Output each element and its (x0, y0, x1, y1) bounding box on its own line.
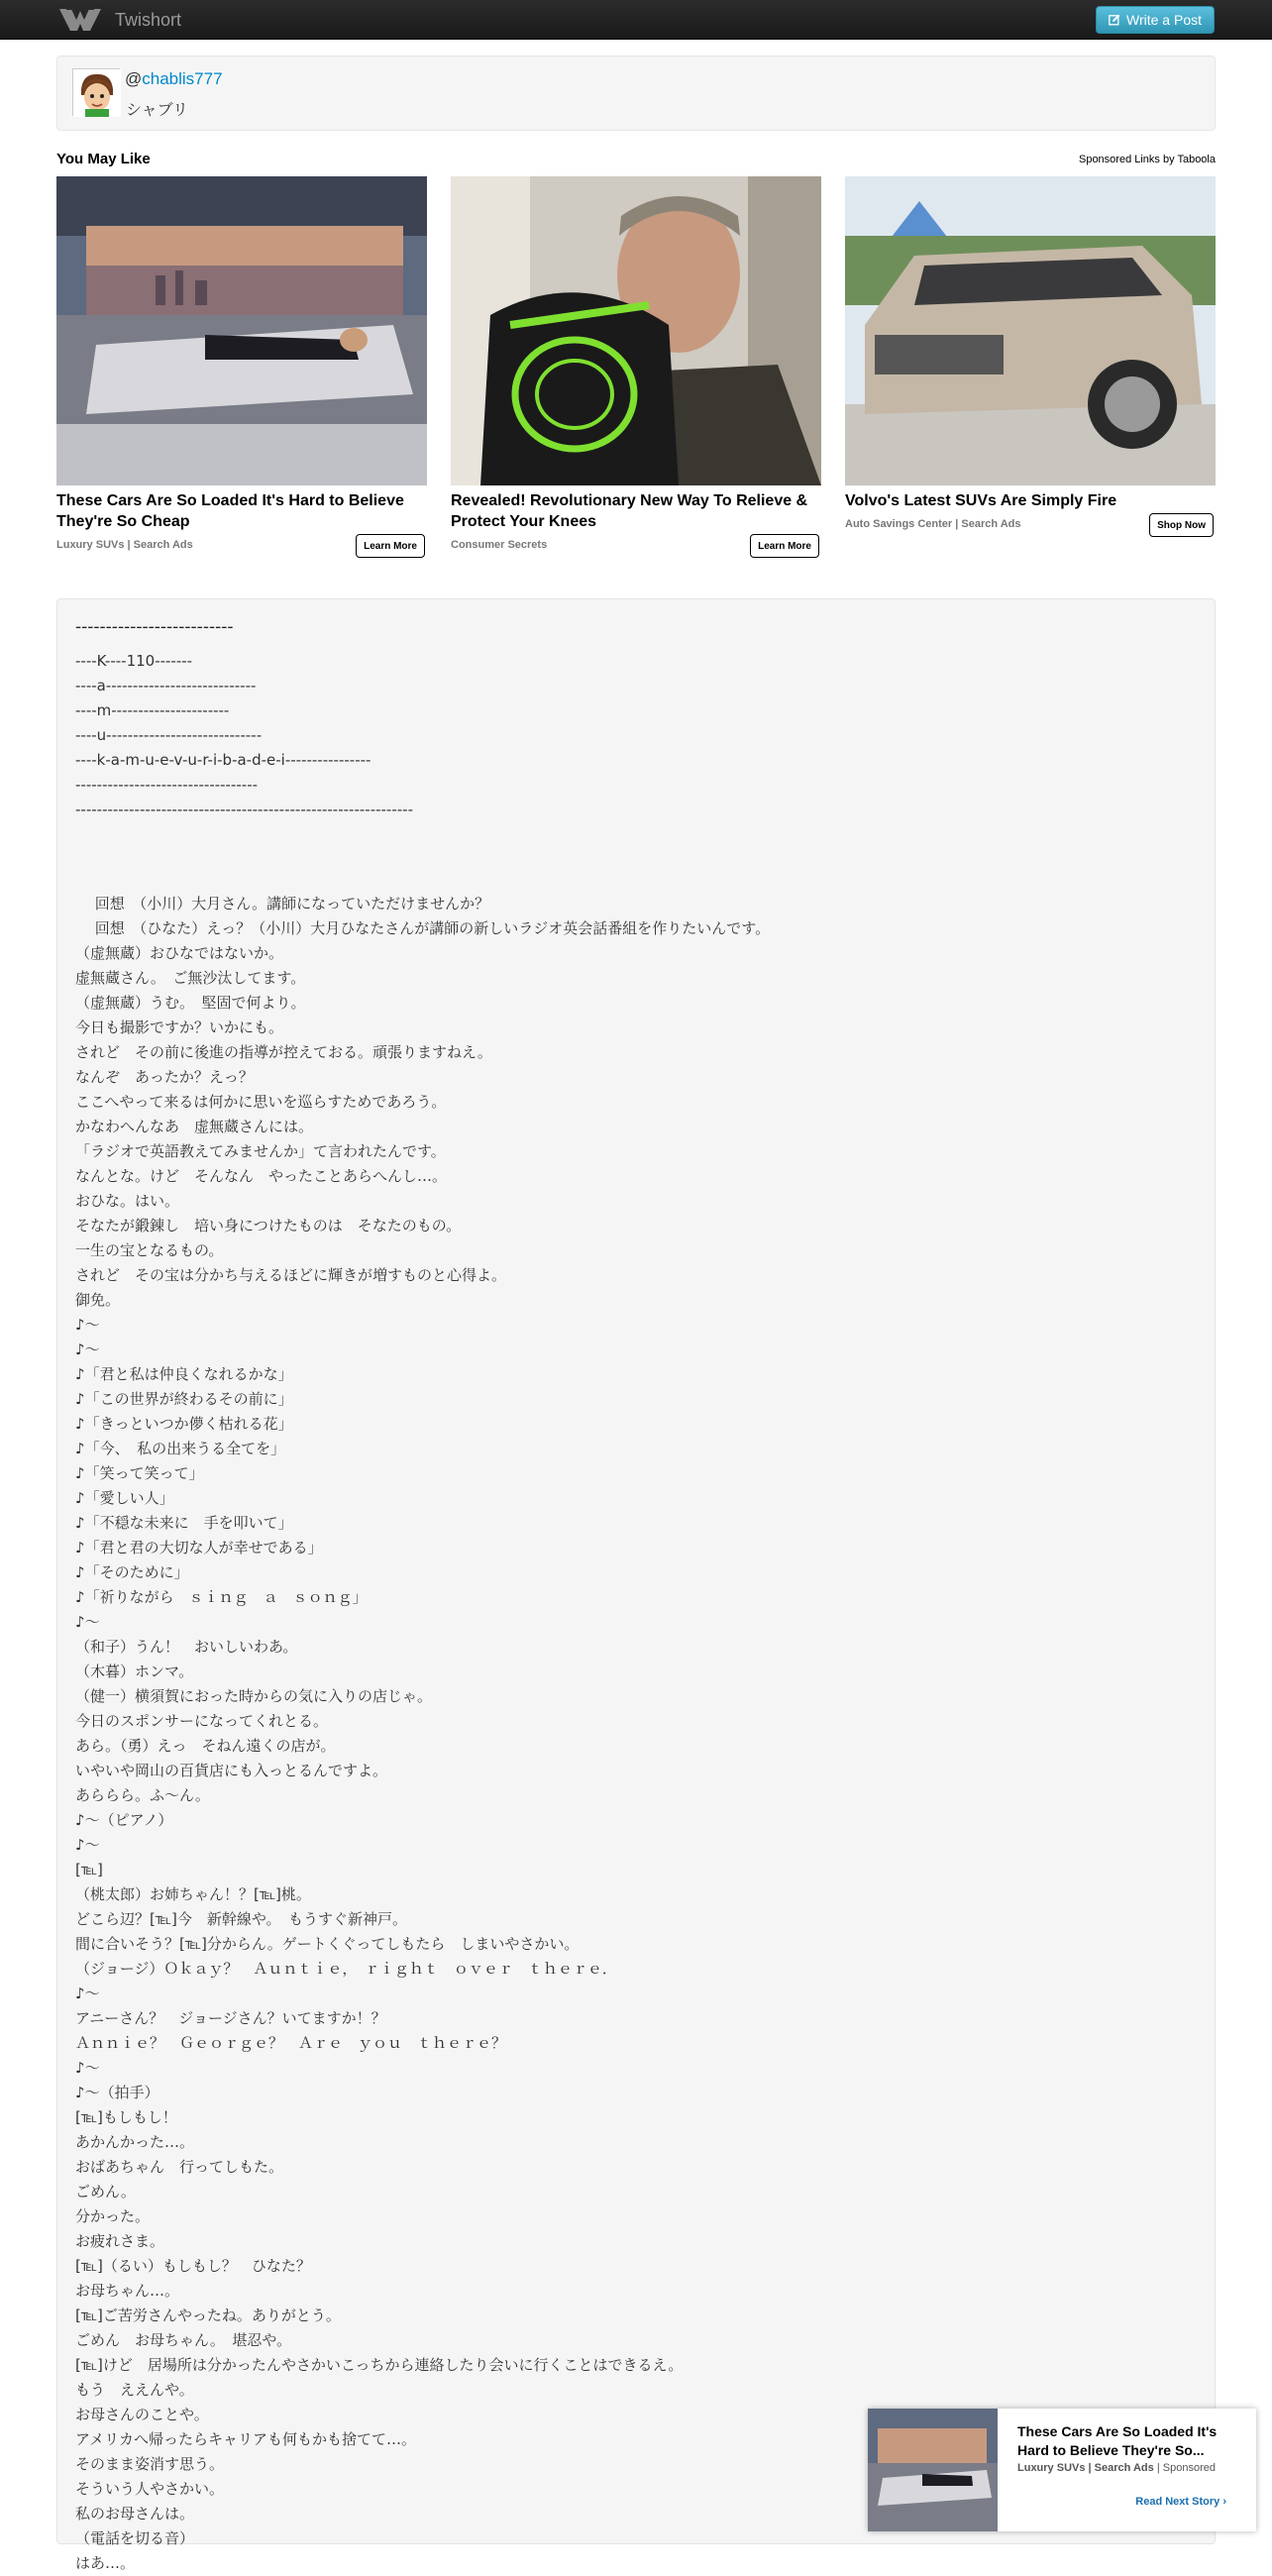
sticky-ad-image (868, 2409, 998, 2531)
ad-title[interactable]: Revealed! Revolutionary New Way To Relieve & Protect Your Knees (451, 492, 808, 530)
post-line: お疲れさま。 (75, 2232, 165, 2250)
ad-card-1[interactable] (56, 176, 427, 558)
sticky-ad-source-name: Luxury SUVs | Search Ads (1017, 2462, 1154, 2474)
sticky-ad-sponsored: Sponsored (1162, 2462, 1216, 2474)
post-header-line: ----k-a-m-u-e-v-u-r-i-b-a-d-e-i---------------- (75, 751, 371, 769)
navbar (0, 0, 1272, 40)
ad-title[interactable]: Volvo's Latest SUVs Are Simply Fire (845, 492, 1117, 509)
post-line: 分かった。 (75, 2207, 151, 2225)
ads-title: You May Like (56, 151, 151, 167)
post-line: いやいや岡山の百貨店にも入っとるんですよ。 (75, 1762, 388, 1779)
post-line: ごめん お母ちゃん。 堪忍や。 (75, 2331, 292, 2349)
learn-more-button[interactable]: Learn More (750, 534, 819, 558)
twishort-logo-icon (57, 6, 103, 34)
post-line: 今日のスポンサーになってくれとる。 (75, 1712, 329, 1730)
post-line: ここへやって来るは何かに思いを巡らすためであろう。 (75, 1093, 447, 1111)
profile-handle-link[interactable]: chablis777 (142, 69, 223, 88)
ad-footer (845, 513, 1216, 537)
post-line: ♪「笑って笑って」 (75, 1464, 204, 1482)
post-line: おひな。はい。 (75, 1192, 180, 1210)
sticky-ad-source: Luxury SUVs | Search Ads | Sponsored (1017, 2462, 1216, 2474)
post-header-line: ----m---------------------- (75, 701, 230, 719)
handle-prefix: @ (125, 69, 143, 88)
post-line: もう ええんや。 (75, 2381, 194, 2399)
ad-card-3[interactable] (845, 176, 1216, 537)
post-header-line: ----a---------------------------- (75, 677, 257, 695)
post-line: ♪～（ピアノ） (75, 1811, 173, 1829)
post-heading: -------------------------- (75, 617, 234, 637)
post-line: かなわへんなあ 虚無蔵さんには。 (75, 1118, 314, 1135)
post-line: ♪「今、 私の出来うる全てを」 (75, 1440, 286, 1457)
post-line: 「ラジオで英語教えてみませんか」て言われたんです。 (75, 1142, 446, 1160)
post-line: ♪「そのために」 (75, 1563, 189, 1581)
post-spacer (75, 822, 1195, 872)
post-line: ♪「きっといつか儚く枯れる花」 (75, 1415, 293, 1433)
post-line: [℡] (75, 1861, 103, 1878)
post-line: ♪「愛しい人」 (75, 1489, 174, 1507)
post-line: そなたが鍛錬し 培い身につけたものは そなたのもの。 (75, 1217, 462, 1234)
post-line: （虚無蔵）おひなではないか。 (75, 944, 284, 962)
post-line: ♪「この世界が終わるその前に」 (75, 1390, 293, 1408)
post-header-line: ----u----------------------------- (75, 726, 263, 744)
ads-header (56, 151, 1216, 170)
post-line: [℡]ご苦労さんやったね。ありがとう。 (75, 2307, 341, 2324)
ad-source: Luxury SUVs | Search Ads (56, 539, 193, 551)
post-header-line: --------------------------------------------------------------- (75, 801, 413, 818)
post-line: そのまま姿消す思う。 (75, 2455, 225, 2473)
post-body (75, 649, 1195, 2576)
ad-source: Consumer Secrets (451, 539, 548, 551)
post-line: 回想 （小川）大月さん。講師になっていただけませんか？ (75, 895, 490, 912)
post-line: おばあちゃん 行ってしもた。 (75, 2158, 284, 2176)
post-header-line: ----K----110------- (75, 652, 193, 670)
post-line: 一生の宝となるもの。 (75, 1241, 224, 1259)
brand-name: Twishort (115, 9, 182, 30)
post-line: ♪～ (75, 1316, 100, 1334)
post-line: はあ…。 (75, 2554, 136, 2572)
post-line: ♪「君と私は仲良くなれるかな」 (75, 1365, 293, 1383)
post-line: （ジョージ）Ｏｋａｙ？ Ａｕｎｔｉｅ， ｒｉｇｈｔ ｏｖｅｒ ｔｈｅｒｅ． (75, 1960, 617, 1978)
post-line: ♪～ (75, 1836, 100, 1854)
post-line: ♪～ (75, 1985, 100, 2002)
sponsored-links-label[interactable]: Sponsored Links by Taboola (1078, 154, 1216, 165)
post-line: [℡]（るい）もしもし？ ひなた？ (75, 2257, 311, 2275)
post-line: （電話を切る音） (75, 2529, 195, 2547)
post-line: 御免。 (75, 1291, 121, 1309)
post-line: されど その前に後進の指導が控えておる。頑張りますねえ。 (75, 1043, 492, 1061)
post-line: （桃太郎）お姉ちゃん！？[℡]桃。 (75, 1885, 311, 1903)
write-post-button[interactable] (1096, 6, 1215, 34)
post-line: アニーさん？ ジョージさん？いてますか！？ (75, 2009, 386, 2027)
post-header-line: ---------------------------------- (75, 776, 259, 794)
post-line: されど その宝は分かち与えるほどに輝きが増すものと心得よ。 (75, 1266, 507, 1284)
post-content (56, 598, 1216, 2572)
post-line: [℡]けど 居場所は分かったんやさかいこっちから連絡したり会いに行くことはできるえ。 (75, 2356, 684, 2374)
post-line: ♪「君と君の大切な人が幸せである」 (75, 1539, 323, 1556)
avatar-image (73, 69, 121, 117)
post-line: ♪～ (75, 2059, 100, 2077)
post-line: Ａｎｎｉｅ？ Ｇｅｏｒｇｅ？ Ａｒｅ ｙｏｕ ｔｈｅｒｅ？ (75, 2034, 507, 2052)
chevron-right-icon: › (1222, 2496, 1226, 2508)
post-line: ごめん。 (75, 2183, 136, 2200)
ad-image-knee-sleeve (451, 176, 821, 485)
post-line: どこら辺？[℡]今 新幹線や。 もうすぐ新神戸。 (75, 1910, 408, 1928)
edit-icon (1109, 14, 1120, 26)
ad-footer (451, 534, 821, 558)
shop-now-button[interactable]: Shop Now (1149, 513, 1214, 537)
post-line: なんとな。けど そんなん やったことあらへんし…。 (75, 1167, 448, 1185)
post-line: （和子）うん！ おいしいわあ。 (75, 1638, 298, 1656)
post-line: ♪～ (75, 1613, 100, 1631)
post-line: ♪「不穏な未来に 手を叩いて」 (75, 1514, 293, 1532)
post-line: なんぞ あったか？えっ？ (75, 1068, 254, 1086)
brand-link[interactable] (57, 6, 181, 34)
write-post-label: Write a Post (1126, 12, 1202, 28)
post-spacer (75, 872, 1195, 892)
profile-card (56, 55, 1216, 131)
post-line: あら。（勇）えっ そねん遠くの店が。 (75, 1737, 336, 1755)
avatar[interactable] (72, 68, 120, 116)
ad-image-volvo-suv (845, 176, 1216, 485)
post-line: （虚無蔵）うむ。 堅固で何より。 (75, 994, 306, 1012)
post-line: （健一）横須賀におった時からの気に入りの店じゃ。 (75, 1687, 433, 1705)
post-line: 間に合いそう？[℡]分からん。ゲートくぐってしもたら しまいやさかい。 (75, 1935, 580, 1953)
ad-title[interactable]: These Cars Are So Loaded It's Hard to Believe They're So Cheap (56, 492, 404, 530)
ad-image-car-interior (56, 176, 427, 485)
post-line: [℡]もしもし！ (75, 2108, 177, 2126)
post-line: 虚無蔵さん。 ご無沙汰してます。 (75, 969, 306, 987)
read-next-story-label: Read Next Story (1135, 2496, 1220, 2508)
read-next-story-link[interactable] (1135, 2496, 1226, 2508)
post-line: ♪～ (75, 1341, 100, 1358)
post-line: 回想 （ひなた）えっ？（小川）大月ひなたさんが講師の新しいラジオ英会話番組を作りたいんです。 (75, 919, 771, 937)
post-line: あららら。ふ～ん。 (75, 1786, 210, 1804)
post-line: あかんかった…。 (75, 2133, 195, 2151)
post-line: （木暮）ホンマ。 (75, 1663, 194, 1680)
post-line: アメリカへ帰ったらキャリアも何もかも捨てて…。 (75, 2430, 416, 2448)
profile-handle (125, 69, 223, 89)
post-line: お母さんのことや。 (75, 2406, 209, 2423)
ad-card-2[interactable] (451, 176, 821, 558)
post-line: 私のお母さんは。 (75, 2505, 195, 2522)
post-line: そういう人やさかい。 (75, 2480, 225, 2498)
sticky-ad[interactable] (868, 2409, 1256, 2531)
profile-display-name: シャブリ (126, 100, 189, 119)
ad-footer (56, 534, 427, 558)
post-line: お母ちゃん…。 (75, 2282, 180, 2300)
post-line: 今日も撮影ですか？いかにも。 (75, 1019, 284, 1036)
learn-more-button[interactable]: Learn More (356, 534, 425, 558)
sticky-ad-title[interactable]: These Cars Are So Loaded It's Hard to Believe They're So... (1017, 2423, 1218, 2458)
post-line: ♪「祈りながら ｓｉｎｇ ａ ｓｏｎｇ」 (75, 1588, 368, 1606)
ad-source: Auto Savings Center | Search Ads (845, 518, 1021, 530)
post-line: ♪～（拍手） (75, 2084, 159, 2101)
